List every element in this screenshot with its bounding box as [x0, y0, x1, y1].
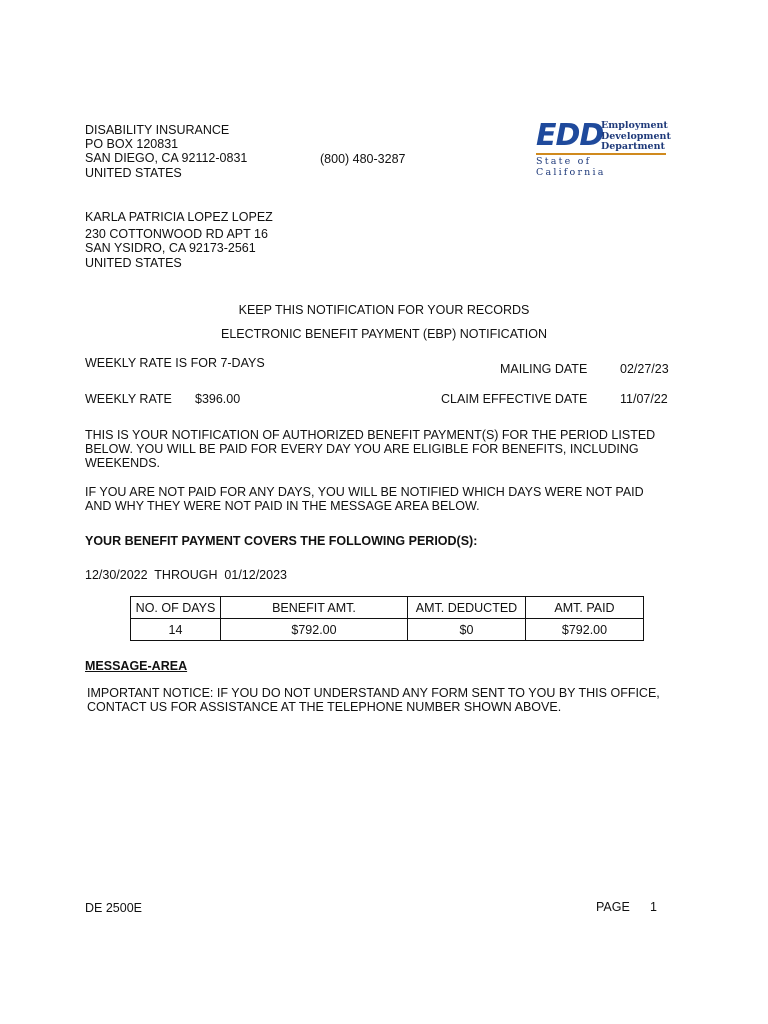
- cell-no-of-days: 14: [131, 619, 221, 641]
- edd-logo-mark: EDD: [536, 118, 604, 153]
- recipient-address: [85, 210, 273, 270]
- sender-line-4: UNITED STATES: [85, 165, 182, 180]
- paragraph-1-line-1: THIS IS YOUR NOTIFICATION OF AUTHORIZED BENEFIT PAYMENT(S) FOR THE PERIOD LISTED: [85, 428, 656, 442]
- payment-table: [130, 596, 644, 641]
- page-label: PAGE: [596, 900, 630, 914]
- header-benefit-amt: BENEFIT AMT.: [221, 597, 408, 619]
- paragraph-1-line-3: WEEKENDS.: [85, 456, 161, 471]
- cell-benefit-amt: $792.00: [221, 619, 408, 641]
- not-paid-paragraph: [85, 485, 644, 513]
- recipient-name: KARLA PATRICIA LOPEZ LOPEZ: [85, 210, 273, 224]
- table-header-row: [131, 597, 644, 619]
- logo-line-3: Department: [601, 141, 665, 152]
- sender-line-3: SAN DIEGO, CA 92112-0831: [85, 151, 248, 166]
- recipient-line-1: 230 COTTONWOOD RD APT 16: [85, 227, 268, 242]
- weekly-rate-value: $396.00: [195, 392, 241, 406]
- cell-amt-paid: $792.00: [526, 619, 644, 641]
- table-row: [131, 619, 644, 641]
- weekly-rate-note: WEEKLY RATE IS FOR 7-DAYS: [85, 356, 265, 370]
- weekly-rate-label: WEEKLY RATE: [85, 392, 172, 406]
- logo-state-text: State of California: [536, 156, 606, 178]
- cell-amt-deducted: $0: [408, 619, 526, 641]
- sender-line-2: PO BOX 120831: [85, 137, 179, 152]
- header-amt-paid: AMT. PAID: [526, 597, 644, 619]
- recipient-line-3: UNITED STATES: [85, 255, 182, 270]
- logo-line-2: Development: [601, 130, 671, 142]
- logo-rule: [536, 153, 666, 155]
- edd-logo: [536, 118, 671, 178]
- mailing-date-value: 02/27/23: [620, 362, 669, 376]
- paragraph-2-line-2: AND WHY THEY WERE NOT PAID IN THE MESSAGE AREA BELOW.: [85, 499, 480, 514]
- page-number: 1: [650, 900, 657, 914]
- sender-address: [85, 123, 247, 180]
- form-id: DE 2500E: [85, 901, 142, 915]
- header-no-of-days: NO. OF DAYS: [131, 597, 221, 619]
- notification-paragraph: [85, 428, 655, 471]
- keep-notice-heading: KEEP THIS NOTIFICATION FOR YOUR RECORDS: [238, 303, 530, 317]
- paragraph-2-line-1: IF YOU ARE NOT PAID FOR ANY DAYS, YOU WILL BE NOTIFIED WHICH DAYS WERE NOT PAID: [85, 485, 644, 499]
- sender-line-1: DISABILITY INSURANCE: [85, 123, 230, 137]
- paragraph-1-line-2: BELOW. YOU WILL BE PAID FOR EVERY DAY YOU ARE ELIGIBLE FOR BENEFITS, INCLUDING: [85, 442, 639, 457]
- document-title: ELECTRONIC BENEFIT PAYMENT (EBP) NOTIFICATION: [221, 327, 547, 341]
- message-line-2: CONTACT US FOR ASSISTANCE AT THE TELEPHONE NUMBER SHOWN ABOVE.: [87, 700, 562, 715]
- payment-period: 12/30/2022 THROUGH 01/12/2023: [85, 568, 287, 582]
- mailing-date-label: MAILING DATE: [500, 362, 588, 376]
- message-area-heading: MESSAGE-AREA: [85, 659, 188, 673]
- logo-line-1: Employment: [601, 120, 668, 131]
- edd-logo-department-text: [601, 121, 671, 153]
- header-amt-deducted: AMT. DEDUCTED: [408, 597, 526, 619]
- message-line-1: IMPORTANT NOTICE: IF YOU DO NOT UNDERSTAND ANY FORM SENT TO YOU BY THIS OFFICE,: [87, 686, 660, 700]
- claim-effective-date-label: CLAIM EFFECTIVE DATE: [441, 392, 588, 406]
- sender-phone: (800) 480-3287: [320, 152, 406, 166]
- payment-period-heading: YOUR BENEFIT PAYMENT COVERS THE FOLLOWING PERIOD(S):: [85, 534, 478, 548]
- recipient-line-2: SAN YSIDRO, CA 92173-2561: [85, 241, 256, 256]
- message-area-text: [87, 686, 660, 714]
- claim-effective-date-value: 11/07/22: [620, 392, 668, 406]
